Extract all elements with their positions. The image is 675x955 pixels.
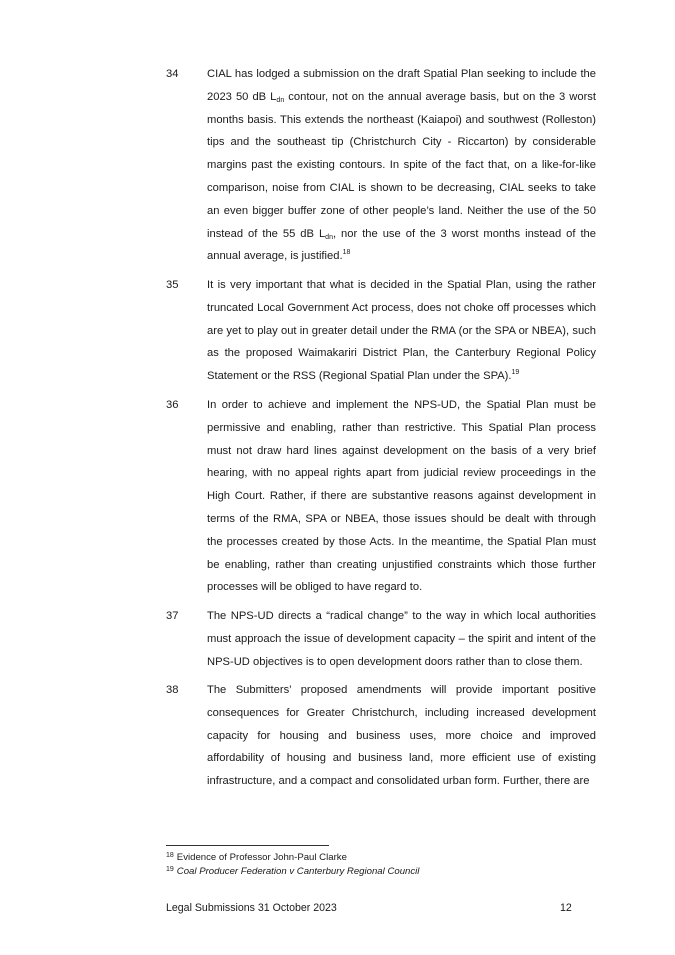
paragraph-text: The Submitters’ proposed amendments will provide important positive consequences for Greater Christchurch, including increased development capacity for housing and business uses, more choice and improved affordability of housing and business land, more efficient use of existing infrastructure, and a compact and consolidated urban form. Further, there are <box>207 684 596 788</box>
paragraph-number: 37 <box>166 610 179 622</box>
footnote-19 <box>166 865 419 878</box>
subscript: dn <box>325 233 333 241</box>
paragraph-36 <box>166 394 596 599</box>
page-number: 12 <box>560 902 572 914</box>
paragraph-34 <box>166 63 596 268</box>
paragraph-number: 35 <box>166 279 179 291</box>
subscript: dn <box>276 96 285 104</box>
paragraph-number: 38 <box>166 684 179 696</box>
footnote-18 <box>166 851 347 864</box>
footnote-text: Evidence of Professor John-Paul Clarke <box>176 852 347 863</box>
footnote-mark: 19 <box>166 866 174 873</box>
paragraph-text: The NPS-UD directs a “radical change” to the way in which local authorities must approach the issue of development capacity – the spirit and intent of the NPS-UD objectives is to open development doors rather than to close them. <box>207 610 596 668</box>
paragraph-number: 34 <box>166 68 179 80</box>
paragraph-text: CIAL has lodged a submission on the draft Spatial Plan seeking to include the 2023 50 dB $L_{dn}$ contour, not on the annual average basis, but on the 3 worst months basis. This extends the northeast (Kaiapoi) and southwest (Rolleston) tips and the southeast tip (Christchurch City - Riccarton) by considerable margins past the existing contours. In spite of the fact that, on a like-for-like comparison, noise from CIAL is shown to be decreasing, CIAL seeks to take an even bigger buffer zone of other people’s land. Neither the use of the 50 instead of the 55 dB $L_{dn}$, nor the use of the 3 worst months instead of the annual average, is justified.$^{18}$ <box>207 68 597 263</box>
paragraph-35 <box>166 274 596 388</box>
footnote-text: Coal Producer Federation v Canterbury Regional Council <box>176 866 420 877</box>
paragraph-number: 36 <box>166 399 179 411</box>
paragraph-text: It is very important that what is decided in the Spatial Plan, using the rather truncated Local Government Act process, does not choke off processes which are yet to play out in greater detail under the RMA (or the SPA or NBEA), such as the proposed Waimakariri District Plan, the Canterbury Regional Policy Statement or the RSS (Regional Spatial Plan under the SPA).$^{19}$ <box>207 279 596 383</box>
footnote-mark: 18 <box>166 852 174 859</box>
paragraph-text: In order to achieve and implement the NPS-UD, the Spatial Plan must be permissive and enabling, rather than restrictive. This Spatial Plan process must not draw hard lines against development on the basis of a very brief hearing, with no appeal rights apart from judicial review proceedings in the High Court. Rather, if there are substantive reasons against development in terms of the RMA, SPA or NBEA, those issues should be dealt with through the processes created by those Acts. In the meantime, the Spatial Plan must be enabling, rather than creating unjustified constraints which those further processes will be obliged to have regard to. <box>207 399 596 594</box>
footnote-separator <box>166 845 329 846</box>
footnote-reference-18[interactable]: 18 <box>342 249 351 257</box>
footer-title: Legal Submissions 31 October 2023 <box>166 902 337 914</box>
paragraph-37 <box>166 605 596 673</box>
paragraph-38 <box>166 679 596 793</box>
footnote-reference-19[interactable]: 19 <box>511 369 520 377</box>
